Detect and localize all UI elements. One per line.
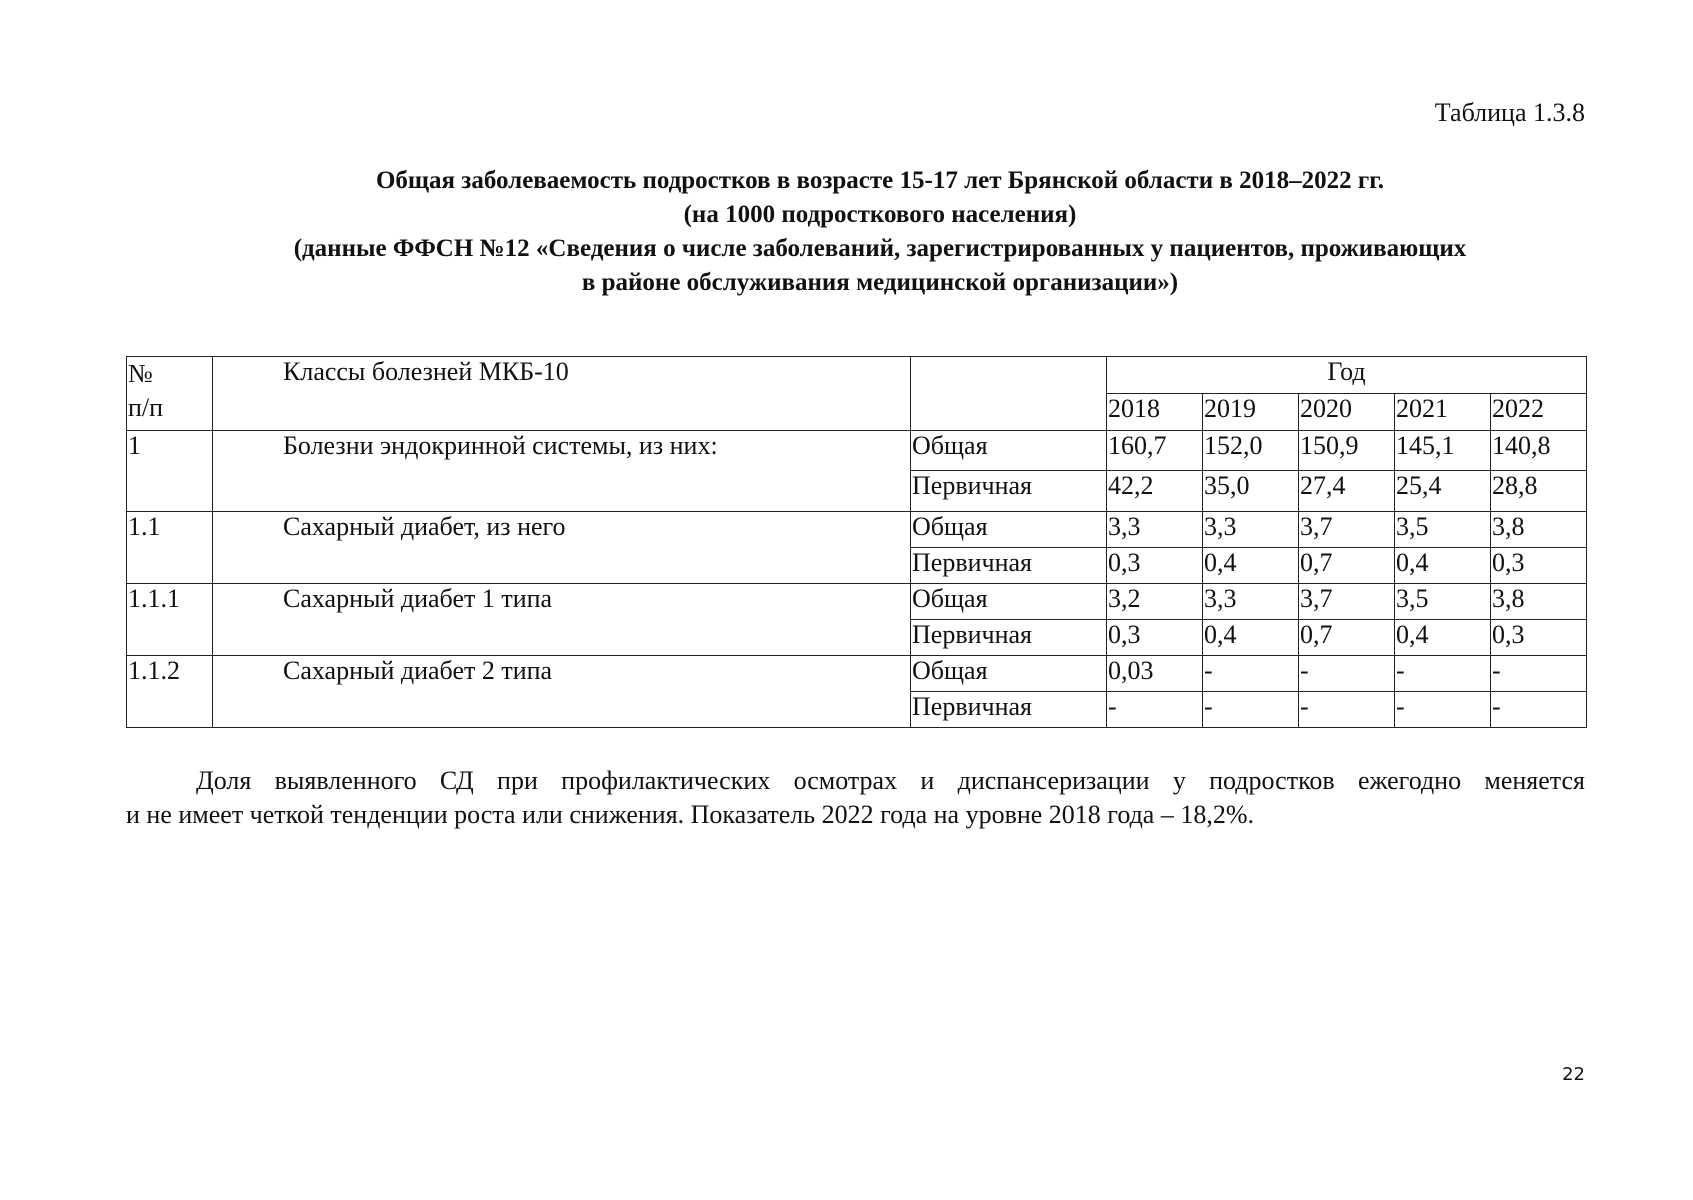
row-number: 1.1.2 xyxy=(127,656,213,728)
morbidity-table xyxy=(126,356,1587,728)
row-number: 1.1.1 xyxy=(127,584,213,656)
header-year: 2020 xyxy=(1299,394,1395,431)
type-primary-label: Первичная xyxy=(911,471,1107,512)
header-num-abbr: п/п xyxy=(128,393,164,422)
header-num-symbol: № xyxy=(128,359,153,388)
disease-class: Болезни эндокринной системы, из них: xyxy=(213,431,911,512)
value-cell: - xyxy=(1107,692,1203,728)
value-cell: - xyxy=(1395,692,1491,728)
type-total-label: Общая xyxy=(911,512,1107,548)
value-cell: 3,7 xyxy=(1299,512,1395,548)
value-cell: 28,8 xyxy=(1491,471,1587,512)
value-cell: 0,3 xyxy=(1491,620,1587,656)
value-cell: 0,3 xyxy=(1107,620,1203,656)
value-cell: 0,4 xyxy=(1203,620,1299,656)
value-cell: 3,8 xyxy=(1491,584,1587,620)
value-cell: 152,0 xyxy=(1203,431,1299,471)
disease-class: Сахарный диабет, из него xyxy=(213,512,911,584)
value-cell: - xyxy=(1203,692,1299,728)
page-number: 22 xyxy=(1562,1064,1585,1085)
row-number: 1 xyxy=(127,431,213,512)
type-primary-label: Первичная xyxy=(911,620,1107,656)
value-cell: 140,8 xyxy=(1491,431,1587,471)
value-cell: 3,8 xyxy=(1491,512,1587,548)
header-year: 2018 xyxy=(1107,394,1203,431)
value-cell: 25,4 xyxy=(1395,471,1491,512)
value-cell: 42,2 xyxy=(1107,471,1203,512)
value-cell: 3,3 xyxy=(1203,584,1299,620)
value-cell: 0,4 xyxy=(1395,548,1491,584)
conclusion-paragraph xyxy=(126,764,1585,832)
value-cell: - xyxy=(1491,692,1587,728)
paragraph-line: Доля выявленного СД при профилактических осмотрах и диспансеризации у подростков ежегодно меняется xyxy=(196,766,1585,795)
value-cell: - xyxy=(1299,692,1395,728)
type-primary-label: Первичная xyxy=(911,548,1107,584)
value-cell: 3,2 xyxy=(1107,584,1203,620)
value-cell: - xyxy=(1299,656,1395,692)
value-cell: 0,7 xyxy=(1299,548,1395,584)
title-line: (на 1000 подросткового населения) xyxy=(683,201,1077,228)
value-cell: 3,3 xyxy=(1203,512,1299,548)
title-line: (данные ФФСН №12 «Сведения о числе заболеваний, зарегистрированных у пациентов, проживающих xyxy=(293,235,1467,262)
header-year-group: Год xyxy=(1107,357,1587,394)
title-line: в районе обслуживания медицинской организации») xyxy=(581,269,1179,296)
row-number: 1.1 xyxy=(127,512,213,584)
type-primary-label: Первичная xyxy=(911,692,1107,728)
value-cell: 3,5 xyxy=(1395,512,1491,548)
value-cell: 150,9 xyxy=(1299,431,1395,471)
disease-class: Сахарный диабет 2 типа xyxy=(213,656,911,728)
type-total-label: Общая xyxy=(911,584,1107,620)
header-year: 2022 xyxy=(1491,394,1587,431)
value-cell: 0,3 xyxy=(1107,548,1203,584)
value-cell: 0,4 xyxy=(1203,548,1299,584)
value-cell: 3,3 xyxy=(1107,512,1203,548)
value-cell: - xyxy=(1395,656,1491,692)
table-title xyxy=(180,164,1580,300)
header-type-cell xyxy=(911,357,1107,431)
title-line: Общая заболеваемость подростков в возрасте 15-17 лет Брянской области в 2018–2022 гг. xyxy=(375,167,1385,194)
value-cell: - xyxy=(1203,656,1299,692)
table-number-label: Таблица 1.3.8 xyxy=(1434,98,1585,127)
value-cell: 3,5 xyxy=(1395,584,1491,620)
value-cell: 0,3 xyxy=(1491,548,1587,584)
header-year: 2021 xyxy=(1395,394,1491,431)
value-cell: 27,4 xyxy=(1299,471,1395,512)
header-year: 2019 xyxy=(1203,394,1299,431)
value-cell: 160,7 xyxy=(1107,431,1203,471)
header-classes: Классы болезней МКБ-10 xyxy=(213,357,911,431)
value-cell: 35,0 xyxy=(1203,471,1299,512)
type-total-label: Общая xyxy=(911,431,1107,471)
value-cell: 0,4 xyxy=(1395,620,1491,656)
value-cell: 0,7 xyxy=(1299,620,1395,656)
header-num-cell xyxy=(127,357,213,431)
type-total-label: Общая xyxy=(911,656,1107,692)
value-cell: 3,7 xyxy=(1299,584,1395,620)
disease-class: Сахарный диабет 1 типа xyxy=(213,584,911,656)
value-cell: 145,1 xyxy=(1395,431,1491,471)
value-cell: - xyxy=(1491,656,1587,692)
value-cell: 0,03 xyxy=(1107,656,1203,692)
paragraph-line: и не имеет четкой тенденции роста или снижения. Показатель 2022 года на уровне 2018 года – 18,2%. xyxy=(126,800,1254,829)
